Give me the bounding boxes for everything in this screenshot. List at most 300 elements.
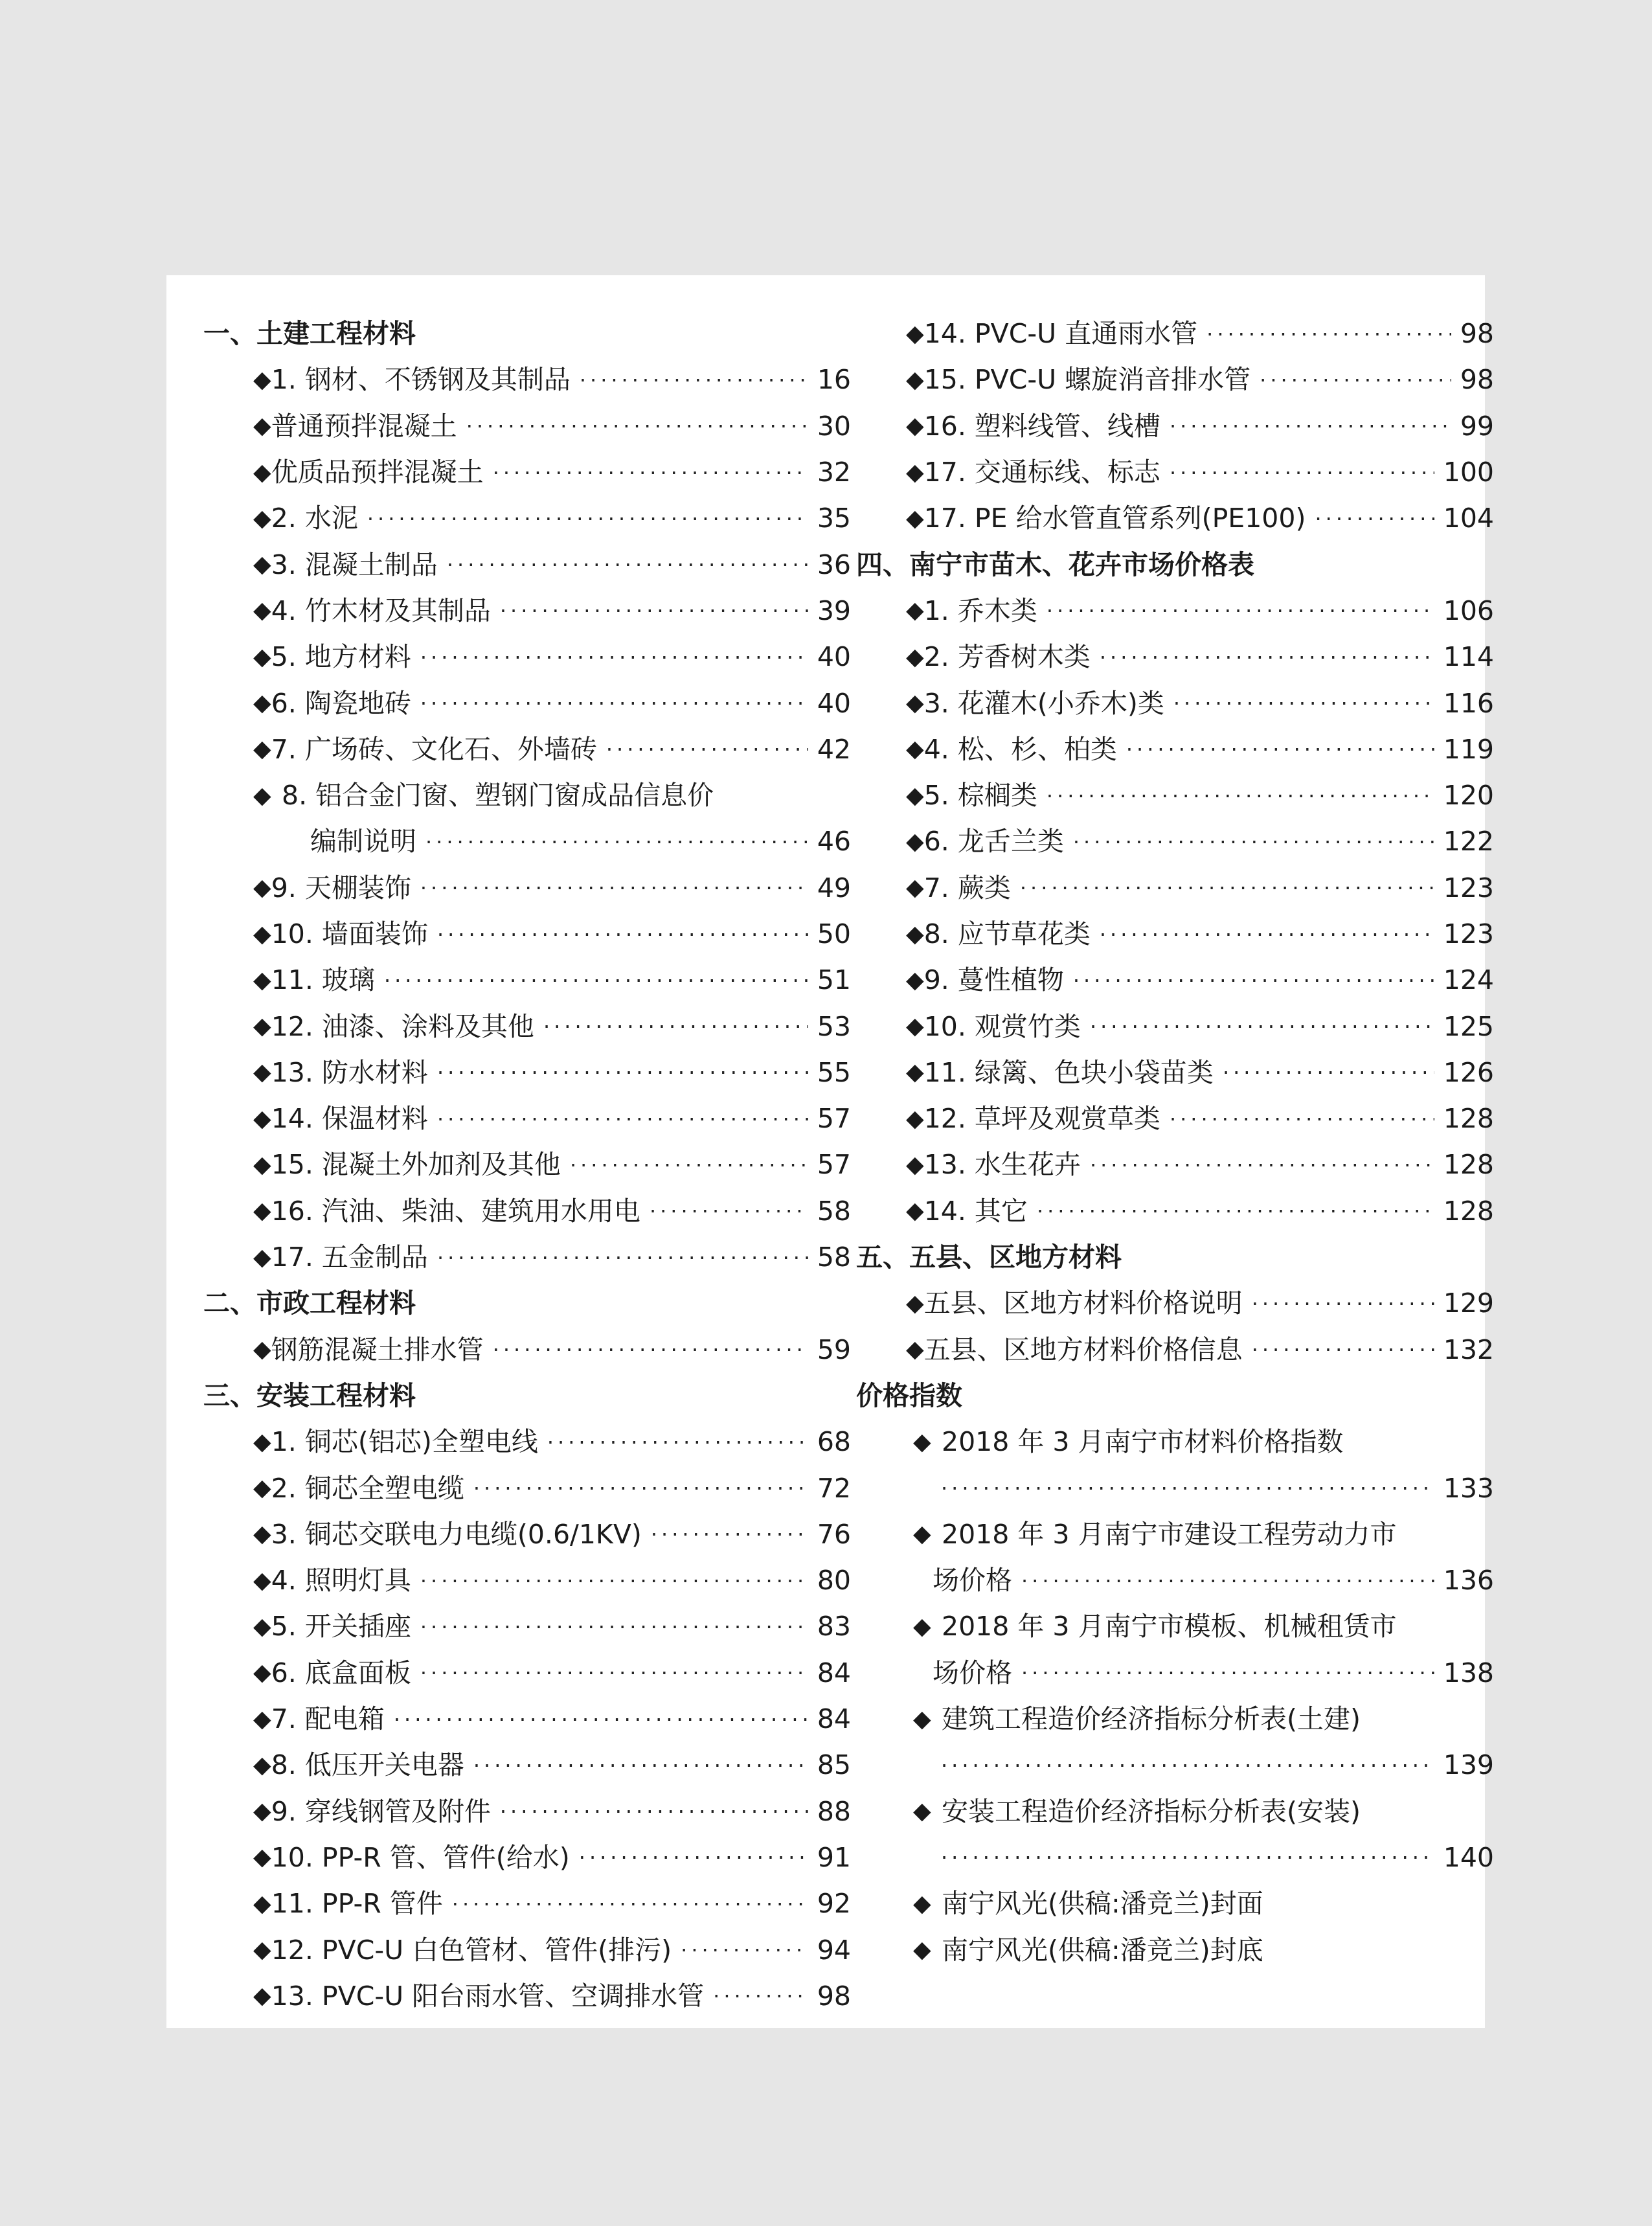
page-number: 42 bbox=[817, 733, 851, 765]
diamond-bullet-icon: ◆ bbox=[253, 1198, 271, 1225]
dot-leader bbox=[394, 1709, 808, 1730]
page-number: 49 bbox=[817, 872, 851, 903]
dot-leader bbox=[1252, 1339, 1434, 1360]
diamond-bullet-icon: ◆ bbox=[906, 1059, 924, 1086]
toc-entry bbox=[203, 1142, 851, 1188]
entry-label: 8. 应节草花类 bbox=[923, 918, 1091, 949]
toc-entry bbox=[203, 1003, 851, 1049]
diamond-bullet-icon: ◆ bbox=[906, 643, 924, 670]
diamond-bullet-icon: ◆ bbox=[906, 459, 924, 486]
toc-entry bbox=[856, 403, 1494, 449]
page-number: 59 bbox=[817, 1334, 851, 1365]
toc-entry bbox=[856, 1742, 1494, 1788]
entry-label: 11. 玻璃 bbox=[271, 964, 375, 996]
page-number: 91 bbox=[817, 1841, 851, 1873]
diamond-bullet-icon: ◆ bbox=[253, 1705, 271, 1732]
entry-label: 5. 地方材料 bbox=[271, 641, 411, 673]
toc-entry bbox=[856, 680, 1494, 726]
page-number: 114 bbox=[1443, 641, 1494, 673]
entry-label: 17. PE 给水管直管系列(PE100) bbox=[923, 503, 1306, 534]
section-title: 二、市政工程材料 bbox=[203, 1288, 416, 1319]
dot-leader bbox=[1100, 647, 1434, 668]
dot-leader bbox=[1173, 693, 1434, 714]
page-number: 58 bbox=[817, 1195, 851, 1227]
entry-label: 五县、区地方材料价格说明 bbox=[923, 1288, 1243, 1319]
diamond-bullet-icon: ◆ bbox=[913, 1428, 931, 1455]
page-number: 123 bbox=[1443, 872, 1494, 903]
entry-label: 钢筋混凝土排水管 bbox=[271, 1334, 484, 1365]
dot-leader bbox=[1021, 1571, 1434, 1591]
page-number: 120 bbox=[1443, 780, 1494, 812]
entry-label: 16. 汽油、柴油、建筑用水用电 bbox=[271, 1195, 640, 1227]
page-number: 92 bbox=[817, 1888, 851, 1920]
diamond-bullet-icon: ◆ bbox=[906, 320, 924, 347]
dot-leader bbox=[420, 1617, 808, 1637]
page-number: 51 bbox=[817, 964, 851, 996]
page-number: 76 bbox=[817, 1518, 851, 1550]
toc-entry bbox=[203, 1881, 851, 1927]
diamond-bullet-icon: ◆ bbox=[253, 1982, 271, 2010]
dot-leader bbox=[1090, 1016, 1434, 1037]
entry-label: 建筑工程造价经济指标分析表(土建) bbox=[942, 1703, 1361, 1735]
toc-entry bbox=[856, 1465, 1494, 1511]
page-number: 40 bbox=[817, 687, 851, 719]
diamond-bullet-icon: ◆ bbox=[253, 1105, 271, 1132]
diamond-bullet-icon: ◆ bbox=[906, 1151, 924, 1178]
dot-leader bbox=[420, 878, 808, 898]
dot-leader bbox=[437, 1109, 808, 1130]
page-number: 99 bbox=[1460, 410, 1494, 442]
toc-entry bbox=[203, 1650, 851, 1696]
diamond-bullet-icon: ◆ bbox=[913, 1890, 931, 1917]
entry-label: 6. 底盒面板 bbox=[271, 1657, 411, 1688]
diamond-bullet-icon: ◆ bbox=[906, 966, 924, 994]
diamond-bullet-icon: ◆ bbox=[906, 920, 924, 948]
entry-label: 2. 水泥 bbox=[271, 503, 358, 534]
toc-entry bbox=[203, 1096, 851, 1142]
diamond-bullet-icon: ◆ bbox=[253, 413, 271, 440]
toc-entry bbox=[203, 957, 851, 1003]
section-title: 五、五县、区地方材料 bbox=[856, 1242, 1122, 1273]
section-title: 三、安装工程材料 bbox=[203, 1380, 416, 1411]
page-number: 106 bbox=[1443, 595, 1494, 626]
diamond-bullet-icon: ◆ bbox=[906, 366, 924, 393]
entry-label: 9. 蔓性植物 bbox=[923, 964, 1064, 996]
page-number: 140 bbox=[1443, 1841, 1494, 1873]
entry-label: 13. PVC-U 阳台雨水管、空调排水管 bbox=[271, 1980, 705, 2012]
entry-label: 12. 油漆、涂料及其他 bbox=[271, 1010, 534, 1042]
dot-leader bbox=[570, 1155, 808, 1175]
dot-leader bbox=[500, 600, 808, 621]
toc-entry bbox=[856, 1558, 1494, 1604]
page-number: 84 bbox=[817, 1657, 851, 1688]
toc-entry bbox=[856, 1096, 1494, 1142]
dot-leader bbox=[650, 1201, 808, 1221]
page-number: 55 bbox=[817, 1056, 851, 1088]
dot-leader bbox=[437, 1247, 808, 1268]
dot-leader bbox=[1047, 786, 1434, 806]
page-number: 126 bbox=[1443, 1056, 1494, 1088]
diamond-bullet-icon: ◆ bbox=[906, 597, 924, 624]
entry-label: 南宁风光(供稿:潘竞兰)封面 bbox=[942, 1888, 1263, 1920]
page-number: 128 bbox=[1443, 1149, 1494, 1181]
dot-leader bbox=[1260, 370, 1451, 391]
diamond-bullet-icon: ◆ bbox=[253, 1798, 271, 1825]
diamond-bullet-icon: ◆ bbox=[913, 1705, 931, 1732]
dot-leader bbox=[543, 1016, 808, 1037]
page-number: 125 bbox=[1443, 1010, 1494, 1042]
dot-leader bbox=[473, 1755, 808, 1776]
dot-leader bbox=[1170, 416, 1451, 437]
toc-entry bbox=[856, 1696, 1494, 1742]
diamond-bullet-icon: ◆ bbox=[253, 1659, 271, 1687]
page-number: 98 bbox=[1460, 318, 1494, 350]
diamond-bullet-icon: ◆ bbox=[253, 1751, 271, 1778]
toc-entry bbox=[203, 773, 851, 819]
toc-column-right bbox=[856, 311, 1494, 1973]
entry-label: 7. 广场砖、文化石、外墙砖 bbox=[271, 733, 597, 765]
toc-entry bbox=[203, 634, 851, 680]
dot-leader bbox=[367, 508, 808, 529]
entry-label: 编制说明 bbox=[310, 826, 416, 857]
entry-label: 10. 墙面装饰 bbox=[271, 918, 428, 949]
dot-leader bbox=[473, 1478, 808, 1499]
toc-entry bbox=[856, 1881, 1494, 1927]
entry-label: 7. 蕨类 bbox=[923, 872, 1011, 903]
toc-entry bbox=[856, 588, 1494, 634]
dot-leader bbox=[1315, 508, 1434, 529]
dot-leader bbox=[420, 647, 808, 668]
page-number: 30 bbox=[817, 410, 851, 442]
diamond-bullet-icon: ◆ bbox=[906, 1105, 924, 1132]
entry-label: 14. PVC-U 直通雨水管 bbox=[923, 318, 1198, 350]
entry-label: 五县、区地方材料价格信息 bbox=[923, 1334, 1243, 1365]
diamond-bullet-icon: ◆ bbox=[253, 1890, 271, 1917]
page-number: 122 bbox=[1443, 826, 1494, 857]
toc-entry bbox=[856, 634, 1494, 680]
toc-entry bbox=[203, 1419, 851, 1465]
toc-entry bbox=[856, 1512, 1494, 1558]
dot-leader bbox=[1206, 324, 1451, 345]
toc-entry bbox=[856, 727, 1494, 773]
entry-label: 10. 观赏竹类 bbox=[923, 1010, 1081, 1042]
page-number: 83 bbox=[817, 1611, 851, 1642]
entry-label: 16. 塑料线管、线槽 bbox=[923, 410, 1160, 442]
dot-leader bbox=[1126, 739, 1434, 760]
dot-leader bbox=[447, 554, 808, 575]
entry-label: 4. 松、杉、柏类 bbox=[923, 733, 1117, 765]
toc-entry bbox=[203, 1742, 851, 1788]
toc-entry bbox=[856, 1327, 1494, 1373]
dot-leader bbox=[493, 1339, 808, 1360]
dot-leader bbox=[384, 970, 808, 991]
entry-label: 4. 竹木材及其制品 bbox=[271, 595, 491, 626]
entry-label: 2018 年 3 月南宁市模板、机械租赁市 bbox=[942, 1611, 1397, 1642]
entry-label: 14. 其它 bbox=[923, 1195, 1028, 1227]
toc-entry bbox=[203, 1927, 851, 1973]
diamond-bullet-icon: ◆ bbox=[253, 1936, 271, 1964]
page-number: 68 bbox=[817, 1426, 851, 1458]
toc-entry bbox=[856, 311, 1494, 357]
page-number: 39 bbox=[817, 595, 851, 626]
page-number: 57 bbox=[817, 1149, 851, 1181]
toc-entry bbox=[856, 1142, 1494, 1188]
page-number: 136 bbox=[1443, 1565, 1494, 1596]
dot-leader bbox=[713, 1986, 808, 2006]
dot-leader bbox=[681, 1940, 808, 1960]
page-number: 98 bbox=[817, 1980, 851, 2012]
entry-label: 3. 铜芯交联电力电缆(0.6/1KV) bbox=[271, 1518, 642, 1550]
entry-label: 10. PP-R 管、管件(给水) bbox=[271, 1841, 570, 1873]
diamond-bullet-icon: ◆ bbox=[253, 1844, 271, 1871]
entry-label: 9. 穿线钢管及附件 bbox=[271, 1795, 491, 1827]
entry-label: 3. 花灌木(小乔木)类 bbox=[923, 687, 1164, 719]
page-number: 133 bbox=[1443, 1472, 1494, 1504]
diamond-bullet-icon: ◆ bbox=[253, 1244, 271, 1271]
toc-entry bbox=[203, 727, 851, 773]
page-number: 53 bbox=[817, 1010, 851, 1042]
toc-entry bbox=[856, 1789, 1494, 1835]
toc-entry bbox=[856, 495, 1494, 541]
dot-leader bbox=[420, 1663, 808, 1683]
diamond-bullet-icon: ◆ bbox=[253, 643, 271, 670]
page-number: 40 bbox=[817, 641, 851, 673]
toc-entry bbox=[203, 495, 851, 541]
toc-entry bbox=[856, 1003, 1494, 1049]
dot-leader bbox=[493, 462, 808, 483]
section-title: 一、土建工程材料 bbox=[203, 318, 416, 350]
toc-entry bbox=[203, 1696, 851, 1742]
dot-leader bbox=[420, 693, 808, 714]
dot-leader bbox=[606, 739, 808, 760]
page-number: 129 bbox=[1443, 1288, 1494, 1319]
diamond-bullet-icon: ◆ bbox=[906, 828, 924, 855]
dot-leader bbox=[420, 1571, 808, 1591]
page-number: 104 bbox=[1443, 503, 1494, 534]
page-number: 128 bbox=[1443, 1195, 1494, 1227]
toc-section-heading bbox=[856, 1234, 1494, 1280]
toc-entry bbox=[203, 541, 851, 587]
page-number: 128 bbox=[1443, 1103, 1494, 1135]
toc-entry bbox=[856, 1280, 1494, 1326]
page-number: 139 bbox=[1443, 1749, 1494, 1781]
diamond-bullet-icon: ◆ bbox=[913, 1798, 931, 1825]
dot-leader bbox=[1252, 1293, 1434, 1314]
entry-label: 8. 低压开关电器 bbox=[271, 1749, 464, 1781]
diamond-bullet-icon: ◆ bbox=[253, 1151, 271, 1178]
page-number: 98 bbox=[1460, 364, 1494, 396]
toc-entry bbox=[856, 865, 1494, 911]
entry-label: 9. 天棚装饰 bbox=[271, 872, 411, 903]
toc-entry bbox=[203, 1465, 851, 1511]
toc-entry bbox=[203, 588, 851, 634]
diamond-bullet-icon: ◆ bbox=[253, 505, 271, 532]
diamond-bullet-icon: ◆ bbox=[906, 413, 924, 440]
page-number: 32 bbox=[817, 457, 851, 488]
dot-leader bbox=[1170, 1109, 1434, 1130]
diamond-bullet-icon: ◆ bbox=[906, 690, 924, 717]
page-number: 88 bbox=[817, 1795, 851, 1827]
toc-entry bbox=[203, 911, 851, 957]
diamond-bullet-icon: ◆ bbox=[906, 1013, 924, 1040]
toc-entry bbox=[856, 819, 1494, 865]
dot-leader bbox=[452, 1894, 808, 1914]
toc-entry bbox=[203, 1512, 851, 1558]
diamond-bullet-icon: ◆ bbox=[253, 874, 271, 902]
diamond-bullet-icon: ◆ bbox=[913, 1936, 931, 1964]
entry-label: 3. 混凝土制品 bbox=[271, 549, 438, 580]
diamond-bullet-icon: ◆ bbox=[906, 736, 924, 763]
entry-label: 13. 水生花卉 bbox=[923, 1149, 1081, 1181]
entry-label: 1. 乔木类 bbox=[923, 595, 1037, 626]
entry-label: 2. 铜芯全塑电缆 bbox=[271, 1472, 464, 1504]
entry-label: 5. 棕榈类 bbox=[923, 780, 1037, 812]
entry-label: 场价格 bbox=[933, 1657, 1012, 1688]
page-number: 46 bbox=[817, 826, 851, 857]
toc-entry bbox=[856, 1050, 1494, 1096]
toc-entry bbox=[856, 449, 1494, 495]
page-number: 94 bbox=[817, 1934, 851, 1966]
page-number: 119 bbox=[1443, 733, 1494, 765]
entry-label: 13. 防水材料 bbox=[271, 1056, 428, 1088]
toc-entry bbox=[856, 1835, 1494, 1881]
entry-label: 场价格 bbox=[933, 1565, 1012, 1596]
diamond-bullet-icon: ◆ bbox=[906, 1289, 924, 1317]
page-number: 123 bbox=[1443, 918, 1494, 949]
toc-section-heading bbox=[203, 1280, 851, 1326]
entry-label: 11. PP-R 管件 bbox=[271, 1888, 443, 1920]
toc-entry bbox=[856, 1927, 1494, 1973]
diamond-bullet-icon: ◆ bbox=[913, 1521, 931, 1548]
toc-entry bbox=[203, 1835, 851, 1881]
toc-entry bbox=[856, 957, 1494, 1003]
diamond-bullet-icon: ◆ bbox=[253, 920, 271, 948]
dot-leader bbox=[651, 1524, 808, 1545]
dot-leader bbox=[437, 924, 808, 945]
entry-label: 1. 钢材、不锈钢及其制品 bbox=[271, 364, 571, 396]
entry-label: 12. PVC-U 白色管材、管件(排污) bbox=[271, 1934, 672, 1966]
entry-label: 17. 五金制品 bbox=[271, 1242, 428, 1273]
diamond-bullet-icon: ◆ bbox=[253, 597, 271, 624]
entry-label: 优质品预拌混凝土 bbox=[271, 457, 484, 488]
dot-leader bbox=[579, 1847, 808, 1868]
diamond-bullet-icon: ◆ bbox=[253, 1521, 271, 1548]
toc-entry bbox=[203, 865, 851, 911]
page-number: 50 bbox=[817, 918, 851, 949]
toc-entry bbox=[203, 1604, 851, 1650]
entry-label: 15. PVC-U 螺旋消音排水管 bbox=[923, 364, 1251, 396]
entry-label: 14. 保温材料 bbox=[271, 1103, 428, 1135]
dot-leader bbox=[1170, 462, 1434, 483]
dot-leader bbox=[1021, 1663, 1434, 1683]
diamond-bullet-icon: ◆ bbox=[253, 736, 271, 763]
dot-leader bbox=[500, 1801, 808, 1822]
page-number: 36 bbox=[817, 549, 851, 580]
page-number: 132 bbox=[1443, 1334, 1494, 1365]
toc-entry bbox=[203, 1789, 851, 1835]
page-number: 80 bbox=[817, 1565, 851, 1596]
diamond-bullet-icon: ◆ bbox=[253, 1567, 271, 1594]
dot-leader bbox=[1037, 1201, 1434, 1221]
toc-entry bbox=[203, 680, 851, 726]
toc-entry bbox=[203, 403, 851, 449]
section-title: 四、南宁市苗木、花卉市场价格表 bbox=[856, 549, 1254, 580]
diamond-bullet-icon: ◆ bbox=[253, 782, 271, 809]
entry-label: 南宁风光(供稿:潘竞兰)封底 bbox=[942, 1934, 1263, 1966]
entry-label: 6. 陶瓷地砖 bbox=[271, 687, 411, 719]
toc-entry bbox=[203, 1050, 851, 1096]
toc-entry bbox=[856, 773, 1494, 819]
toc-entry bbox=[203, 357, 851, 403]
toc-column-left bbox=[203, 311, 851, 2019]
page-number: 116 bbox=[1443, 687, 1494, 719]
page-number: 58 bbox=[817, 1242, 851, 1273]
toc-entry bbox=[203, 819, 851, 865]
page-number: 72 bbox=[817, 1472, 851, 1504]
entry-label: 2. 芳香树木类 bbox=[923, 641, 1091, 673]
dot-leader bbox=[547, 1432, 808, 1453]
toc-panel bbox=[166, 275, 1494, 2028]
entry-label: 6. 龙舌兰类 bbox=[923, 826, 1064, 857]
diamond-bullet-icon: ◆ bbox=[253, 366, 271, 393]
page-number: 57 bbox=[817, 1103, 851, 1135]
entry-label: 15. 混凝土外加剂及其他 bbox=[271, 1149, 561, 1181]
dot-leader bbox=[1073, 970, 1434, 991]
toc-entry bbox=[203, 1327, 851, 1373]
entry-label: 2018 年 3 月南宁市建设工程劳动力市 bbox=[942, 1518, 1397, 1550]
dot-leader bbox=[1100, 924, 1434, 945]
diamond-bullet-icon: ◆ bbox=[253, 1336, 271, 1363]
dot-leader bbox=[941, 1478, 1434, 1499]
diamond-bullet-icon: ◆ bbox=[906, 1198, 924, 1225]
diamond-bullet-icon: ◆ bbox=[913, 1613, 931, 1640]
dot-leader bbox=[941, 1847, 1434, 1868]
toc-section-heading bbox=[203, 311, 851, 357]
toc-entry bbox=[856, 1604, 1494, 1650]
diamond-bullet-icon: ◆ bbox=[253, 966, 271, 994]
page-number: 138 bbox=[1443, 1657, 1494, 1688]
diamond-bullet-icon: ◆ bbox=[906, 505, 924, 532]
diamond-bullet-icon: ◆ bbox=[253, 459, 271, 486]
diamond-bullet-icon: ◆ bbox=[906, 874, 924, 902]
toc-entry bbox=[203, 1188, 851, 1234]
entry-label: 2018 年 3 月南宁市材料价格指数 bbox=[942, 1426, 1344, 1458]
diamond-bullet-icon: ◆ bbox=[253, 551, 271, 578]
toc-entry bbox=[856, 1650, 1494, 1696]
page-number: 84 bbox=[817, 1703, 851, 1735]
toc-entry bbox=[856, 357, 1494, 403]
diamond-bullet-icon: ◆ bbox=[906, 1336, 924, 1363]
dot-leader bbox=[1047, 600, 1434, 621]
entry-label: 5. 开关插座 bbox=[271, 1611, 411, 1642]
diamond-bullet-icon: ◆ bbox=[253, 1613, 271, 1640]
dot-leader bbox=[1073, 832, 1434, 852]
entry-label: 4. 照明灯具 bbox=[271, 1565, 411, 1596]
entry-label: 安装工程造价经济指标分析表(安装) bbox=[942, 1795, 1361, 1827]
page-number: 100 bbox=[1443, 457, 1494, 488]
toc-entry bbox=[856, 1419, 1494, 1465]
diamond-bullet-icon: ◆ bbox=[253, 1059, 271, 1086]
diamond-bullet-icon: ◆ bbox=[253, 1428, 271, 1455]
entry-label: 7. 配电箱 bbox=[271, 1703, 385, 1735]
entry-label: 17. 交通标线、标志 bbox=[923, 457, 1160, 488]
diamond-bullet-icon: ◆ bbox=[253, 1475, 271, 1502]
toc-entry bbox=[203, 449, 851, 495]
diamond-bullet-icon: ◆ bbox=[906, 782, 924, 809]
dot-leader bbox=[425, 832, 808, 852]
dot-leader bbox=[1020, 878, 1434, 898]
dot-leader bbox=[1090, 1155, 1434, 1175]
